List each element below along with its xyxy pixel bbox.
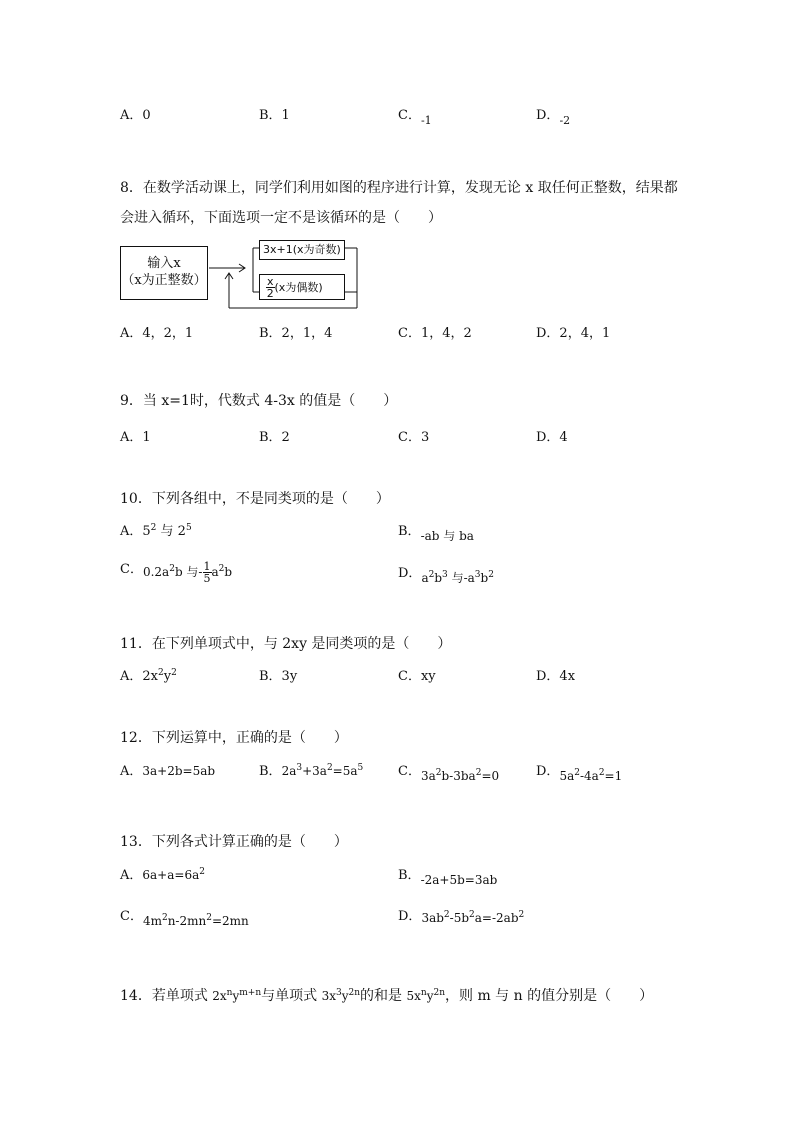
flow-input-label: 输入x [147, 256, 181, 271]
q12-option-a: A．3a+2b=5ab [120, 764, 216, 779]
q8-option-a: A．4，2，1 [120, 326, 194, 341]
q8-stem-line1: 8．在数学活动课上，同学们利用如图的程序进行计算，发现无论 x 取任何正整数，结果都 [120, 180, 678, 196]
q8-stem-line2: 会进入循环，下面选项一定不是该循环的是（ ） [120, 210, 442, 226]
flow-even-rule-box: $\frac{x}{2}$ (x为偶数) [259, 274, 345, 300]
q13-option-c: C．$4m^2n-2mn^2=2mn$ [120, 909, 249, 928]
q9-option-c: C．3 [398, 430, 430, 445]
q14-stem: 14．若单项式 $2x^ny^{m+n}$与单项式 $3x^3y^{2n}$的和是 $5x^ny^{2n}$，则 m 与 n 的值分别是（ ） [120, 988, 654, 1004]
q12-option-b: B．$2a^3+3a^2=5a^5$ [259, 763, 364, 779]
q8-option-b: B．2，1，4 [259, 326, 333, 341]
q7-option-d: D．$_{-2}$ [536, 108, 571, 127]
q13-option-d: D．$3ab^2-5b^2a=-2ab^2$ [398, 909, 525, 925]
q10-stem: 10．下列各组中，不是同类项的是（ ） [120, 491, 390, 507]
q10-option-c: C．$0.2a^2b$ 与- $\frac{1}{5}$ $a^2b$ [120, 560, 233, 585]
q11-option-b: B．3y [259, 669, 298, 684]
q11-stem: 11．在下列单项式中，与 2xy 是同类项的是（ ） [120, 636, 452, 652]
q7-option-b: B．1 [259, 108, 290, 123]
q8-option-c: C．1，4，2 [398, 326, 472, 341]
q13-option-b: B．$_{-2a+5b=3ab}$ [398, 868, 498, 887]
q10-option-a: A．$5^2$ 与 $2^5$ [120, 523, 192, 539]
flow-odd-rule-box: 3x+1(x为奇数) [259, 240, 345, 260]
flow-even-fraction: $\frac{x}{2}$ [266, 275, 274, 300]
q13-option-a: A．$6a+a=6a^2$ [120, 867, 205, 883]
q9-option-b: B．2 [259, 430, 290, 445]
q11-option-c: C．xy [398, 669, 436, 684]
q9-stem: 9．当 x=1时，代数式 4-3x 的值是（ ） [120, 393, 398, 409]
q12-option-d: D．$5a^2-4a^2=1$ [536, 764, 623, 783]
q13-stem: 13．下列各式计算正确的是（ ） [120, 834, 348, 850]
q12-option-c: C．$3a^2b-3ba^2=0$ [398, 764, 500, 783]
q11-option-d: D．4x [536, 669, 576, 684]
q12-stem: 12．下列运算中，正确的是（ ） [120, 730, 348, 746]
q10-option-b: B．$_{-ab 与 ba}$ [398, 524, 474, 543]
q8-option-d: D．2，4，1 [536, 326, 611, 341]
q9-option-a: A．1 [120, 430, 151, 445]
q7-option-a: A．0 [120, 108, 151, 123]
flow-input-condition: （x为正整数） [121, 273, 207, 288]
q11-option-a: A．$2x^2y^2$ [120, 668, 177, 684]
q10-option-d: D．$a^2b^3$ 与$-a^3b^2$ [398, 566, 494, 585]
flow-input-box [120, 246, 208, 300]
q9-option-d: D．4 [536, 430, 568, 445]
q7-option-c: C．$_{-1}$ [398, 108, 432, 127]
